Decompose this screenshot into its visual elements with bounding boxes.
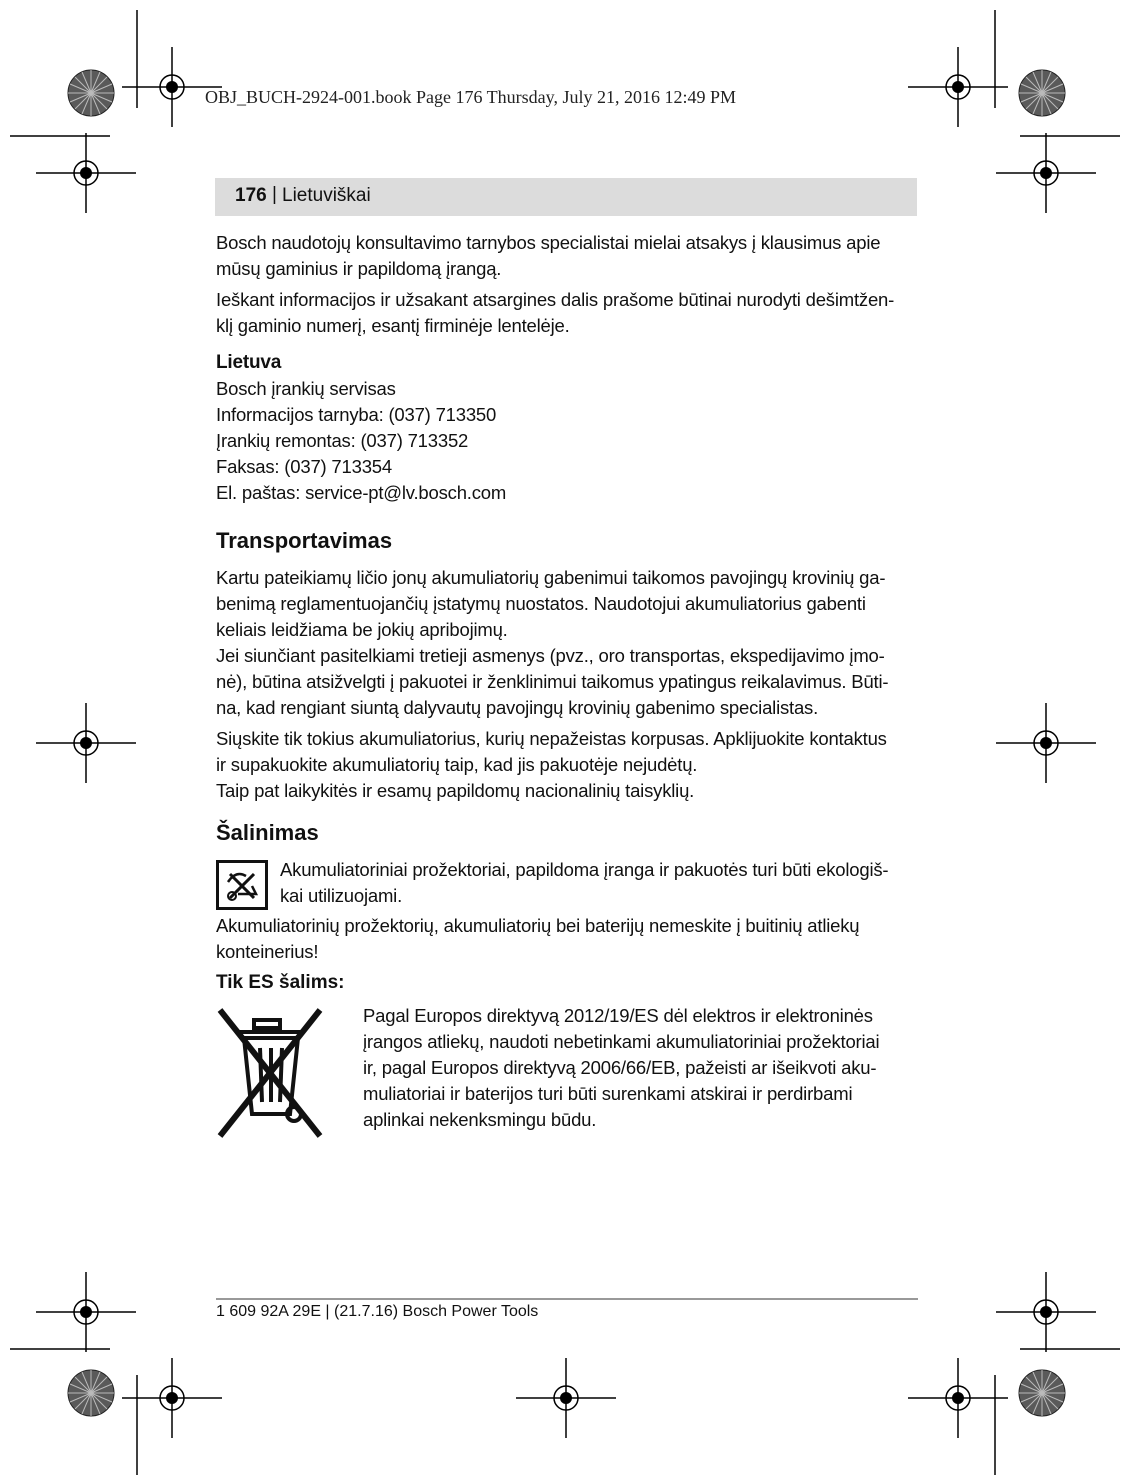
text-line: keliais leidžiama be jokių apribojimų. bbox=[216, 619, 508, 640]
text-line: konteinerius! bbox=[216, 941, 319, 962]
registration-mark-icon bbox=[36, 703, 136, 783]
color-bar-icon bbox=[1019, 70, 1065, 116]
contact-line: El. paštas: service-pt@lv.bosch.com bbox=[216, 482, 507, 503]
color-bar-icon bbox=[68, 1370, 114, 1416]
text-line: benimą reglamentuojančių įstatymų nuostatos. Naudotojui akumuliatorius gabenti bbox=[216, 593, 866, 614]
text-line: Akumuliatorinių prožektorių, akumuliatorių bei baterijų nemeskite į buitinių atliekų bbox=[216, 915, 860, 936]
crossed-bin-icon bbox=[214, 1004, 326, 1142]
transport-heading: Transportavimas bbox=[216, 528, 393, 553]
intro-paragraph bbox=[216, 230, 918, 282]
page-header bbox=[215, 178, 917, 216]
text-line: Ieškant informacijos ir užsakant atsargines dalis prašome būtinai nurodyti dešimtžen- bbox=[216, 289, 895, 310]
text-line: Taip pat laikykitės ir esamų papildomų nacionalinių taisyklių. bbox=[216, 780, 695, 801]
text-line: Kartu pateikiamų ličio jonų akumuliatorių gabenimui taikomos pavojingų krovinių ga- bbox=[216, 567, 886, 588]
page-number: 176 bbox=[235, 185, 267, 206]
contact-block bbox=[216, 350, 918, 506]
contact-line: Įrankių remontas: (037) 713352 bbox=[216, 430, 469, 451]
text-line: klį gaminio numerį, esantį firminėje lentelėje. bbox=[216, 315, 570, 336]
registration-mark-icon bbox=[908, 47, 1008, 127]
color-bar-icon bbox=[1019, 1370, 1065, 1416]
text-line: nė), būtina atsižvelgti į pakuotei ir ženklinimui taikomus ypatingus reikalavimus. Būti- bbox=[216, 671, 889, 692]
text-line: kai utilizuojami. bbox=[280, 885, 403, 906]
header-separator: | bbox=[272, 184, 277, 205]
text-line: muliatoriai ir baterijos turi būti surenkami atskirai ir perdirbami bbox=[363, 1083, 853, 1104]
text-line: Siųskite tik tokius akumuliatorius, kurių nepažeistas korpusas. Apklijuokite kontaktus bbox=[216, 728, 887, 749]
text-line: mūsų gaminius ir papildomą įrangą. bbox=[216, 258, 502, 279]
transport-paragraph-2 bbox=[216, 726, 918, 804]
registration-mark-icon bbox=[908, 1358, 1008, 1438]
order-info-paragraph bbox=[216, 287, 918, 339]
registration-mark-icon bbox=[996, 703, 1096, 783]
page-footer: 1 609 92A 29E | (21.7.16) Bosch Power Tools bbox=[216, 1303, 539, 1320]
contact-line: Bosch įrankių servisas bbox=[216, 378, 396, 399]
text-line: na, kad rengiant siuntą dalyvautų pavojingų krovinių gabenimo specialistas. bbox=[216, 697, 819, 718]
slug-line: OBJ_BUCH-2924-001.book Page 176 Thursday, July 21, 2016 12:49 PM bbox=[205, 87, 737, 107]
registration-mark-icon bbox=[996, 1272, 1096, 1352]
registration-mark-icon bbox=[36, 1272, 136, 1352]
disposal-icon-note bbox=[280, 857, 920, 909]
contact-line: Faksas: (037) 713354 bbox=[216, 456, 392, 477]
color-bar-icon bbox=[68, 70, 114, 116]
text-line: ir, pagal Europos direktyvą 2006/66/EB, pažeisti ar išeikvoti aku- bbox=[363, 1057, 877, 1078]
contact-country: Lietuva bbox=[216, 352, 282, 373]
text-line: ir supakuokite akumuliatorių taip, kad jis pakuotėje nejudėtų. bbox=[216, 754, 698, 775]
contact-line: Informacijos tarnyba: (037) 713350 bbox=[216, 404, 497, 425]
disposal-heading: Šalinimas bbox=[216, 820, 319, 845]
eu-heading: Tik ES šalims: bbox=[216, 972, 345, 993]
header-language: Lietuviškai bbox=[282, 185, 371, 206]
registration-mark-icon bbox=[516, 1358, 616, 1438]
disposal-warning bbox=[216, 913, 918, 965]
registration-mark-icon bbox=[996, 133, 1096, 213]
text-line: įrangos atliekų, naudoti nebetinkami akumuliatoriniai prožektoriai bbox=[363, 1031, 880, 1052]
text-line: Pagal Europos direktyvą 2012/19/ES dėl elektros ir elektroninės bbox=[363, 1005, 873, 1026]
text-line: Jei siunčiant pasitelkiami tretieji asmenys (pvz., oro transportas, ekspedijavimo įmo- bbox=[216, 645, 885, 666]
eu-directive-text bbox=[363, 1003, 923, 1133]
text-line: Akumuliatoriniai prožektoriai, papildoma įranga ir pakuotės turi būti ekologiš- bbox=[280, 859, 889, 880]
registration-mark-icon bbox=[36, 133, 136, 213]
recycle-disposal-icon bbox=[216, 860, 268, 910]
text-line: aplinkai nekenksmingu būdu. bbox=[363, 1109, 597, 1130]
text-line: Bosch naudotojų konsultavimo tarnybos specialistai mielai atsakys į klausimus apie bbox=[216, 232, 881, 253]
transport-paragraph-1 bbox=[216, 565, 918, 721]
